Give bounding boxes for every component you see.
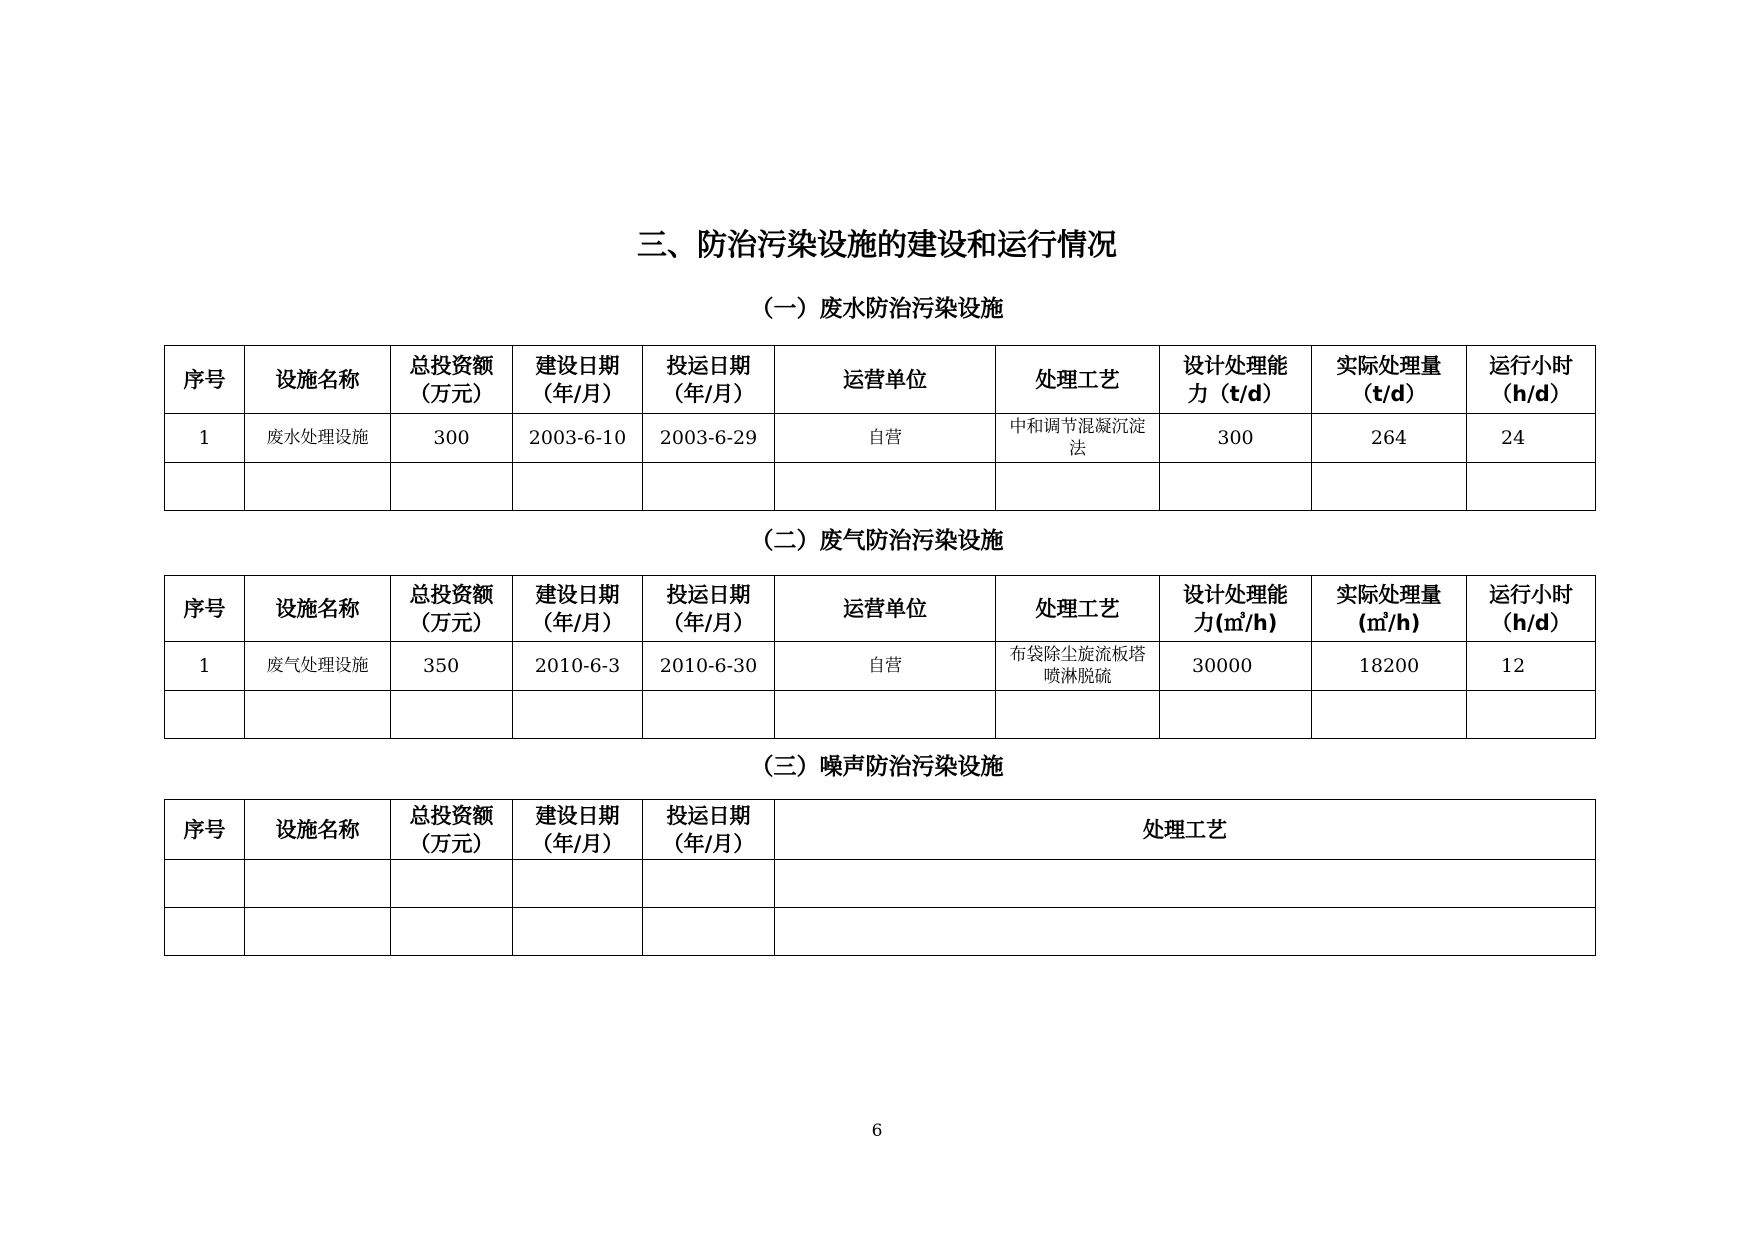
- cell-empty: [391, 691, 513, 739]
- table-header-row: [165, 800, 1596, 860]
- page-number: 6: [871, 1121, 883, 1141]
- wastewater-facilities-table: [164, 345, 1596, 511]
- cell-empty: [996, 691, 1160, 739]
- cell-facility-name: 废气处理设施: [245, 642, 391, 691]
- section-title-noise: （三）噪声防治污染设施: [750, 754, 1004, 780]
- header-build-date: 建设日期 （年/月）: [513, 576, 643, 642]
- cell-facility-name: 废水处理设施: [245, 414, 391, 463]
- section-title-waste-gas: （二）废气防治污染设施: [750, 528, 1004, 554]
- cell-empty: [775, 691, 996, 739]
- cell-empty: [245, 908, 391, 956]
- cell-empty: [1467, 691, 1596, 739]
- header-investment: 总投资额 （万元）: [391, 346, 513, 414]
- cell-empty: [775, 908, 1596, 956]
- cell-empty: [643, 691, 775, 739]
- cell-empty: [1160, 691, 1312, 739]
- cell-empty: [1467, 463, 1596, 511]
- table-row: [165, 414, 1596, 463]
- cell-empty: [245, 691, 391, 739]
- cell-empty: [1312, 463, 1467, 511]
- cell-build-date: 2003-6-10: [513, 414, 643, 463]
- header-design-capacity: 设计处理能 力(㎥/h): [1160, 576, 1312, 642]
- header-operation-date: 投运日期 （年/月）: [643, 346, 775, 414]
- table-row: [165, 463, 1596, 511]
- cell-investment: 350: [391, 642, 513, 691]
- cell-operator: 自营: [775, 414, 996, 463]
- cell-empty: [513, 691, 643, 739]
- cell-run-hours: 12: [1467, 642, 1596, 691]
- cell-process: 布袋除尘旋流板塔喷淋脱硫: [996, 642, 1160, 691]
- cell-actual-volume: 264: [1312, 414, 1467, 463]
- header-seq: 序号: [165, 800, 245, 860]
- cell-design-capacity: 300: [1160, 414, 1312, 463]
- cell-empty: [1312, 691, 1467, 739]
- cell-empty: [513, 463, 643, 511]
- cell-operation-date: 2010-6-30: [643, 642, 775, 691]
- cell-empty: [996, 463, 1160, 511]
- header-process: 处理工艺: [996, 346, 1160, 414]
- header-investment: 总投资额 （万元）: [391, 800, 513, 860]
- header-build-date: 建设日期 （年/月）: [513, 346, 643, 414]
- cell-empty: [775, 860, 1596, 908]
- cell-seq: 1: [165, 642, 245, 691]
- cell-empty: [513, 908, 643, 956]
- header-actual-volume: 实际处理量 （t/d）: [1312, 346, 1467, 414]
- cell-run-hours: 24: [1467, 414, 1596, 463]
- header-seq: 序号: [165, 346, 245, 414]
- header-actual-volume: 实际处理量 (㎥/h): [1312, 576, 1467, 642]
- cell-empty: [775, 463, 996, 511]
- table-row: [165, 642, 1596, 691]
- cell-build-date: 2010-6-3: [513, 642, 643, 691]
- cell-empty: [391, 908, 513, 956]
- header-run-hours: 运行小时 （h/d）: [1467, 346, 1596, 414]
- cell-operation-date: 2003-6-29: [643, 414, 775, 463]
- header-facility-name: 设施名称: [245, 346, 391, 414]
- cell-seq: 1: [165, 414, 245, 463]
- header-seq: 序号: [165, 576, 245, 642]
- cell-empty: [165, 860, 245, 908]
- cell-actual-volume: 18200: [1312, 642, 1467, 691]
- cell-operator: 自营: [775, 642, 996, 691]
- waste-gas-facilities-table: [164, 575, 1596, 739]
- cell-empty: [165, 908, 245, 956]
- table-header-row: [165, 346, 1596, 414]
- cell-empty: [245, 463, 391, 511]
- cell-empty: [643, 463, 775, 511]
- header-facility-name: 设施名称: [245, 800, 391, 860]
- header-operation-date: 投运日期 （年/月）: [643, 800, 775, 860]
- cell-empty: [245, 860, 391, 908]
- header-operator: 运营单位: [775, 346, 996, 414]
- page-title: 三、防治污染设施的建设和运行情况: [637, 228, 1117, 263]
- cell-design-capacity: 30000: [1160, 642, 1312, 691]
- header-process: 处理工艺: [996, 576, 1160, 642]
- cell-empty: [643, 908, 775, 956]
- cell-empty: [643, 860, 775, 908]
- header-run-hours: 运行小时 （h/d）: [1467, 576, 1596, 642]
- cell-empty: [165, 691, 245, 739]
- noise-facilities-table: [164, 799, 1596, 956]
- cell-empty: [165, 463, 245, 511]
- table-row: [165, 860, 1596, 908]
- header-process: 处理工艺: [775, 800, 1596, 860]
- section-title-wastewater: （一）废水防治污染设施: [750, 296, 1004, 322]
- header-build-date: 建设日期 （年/月）: [513, 800, 643, 860]
- header-operator: 运营单位: [775, 576, 996, 642]
- header-facility-name: 设施名称: [245, 576, 391, 642]
- cell-process: 中和调节混凝沉淀法: [996, 414, 1160, 463]
- cell-empty: [1160, 463, 1312, 511]
- cell-investment: 300: [391, 414, 513, 463]
- header-operation-date: 投运日期 （年/月）: [643, 576, 775, 642]
- cell-empty: [391, 463, 513, 511]
- header-investment: 总投资额 （万元）: [391, 576, 513, 642]
- table-row: [165, 908, 1596, 956]
- cell-empty: [513, 860, 643, 908]
- cell-empty: [391, 860, 513, 908]
- table-row: [165, 691, 1596, 739]
- header-design-capacity: 设计处理能 力（t/d）: [1160, 346, 1312, 414]
- table-header-row: [165, 576, 1596, 642]
